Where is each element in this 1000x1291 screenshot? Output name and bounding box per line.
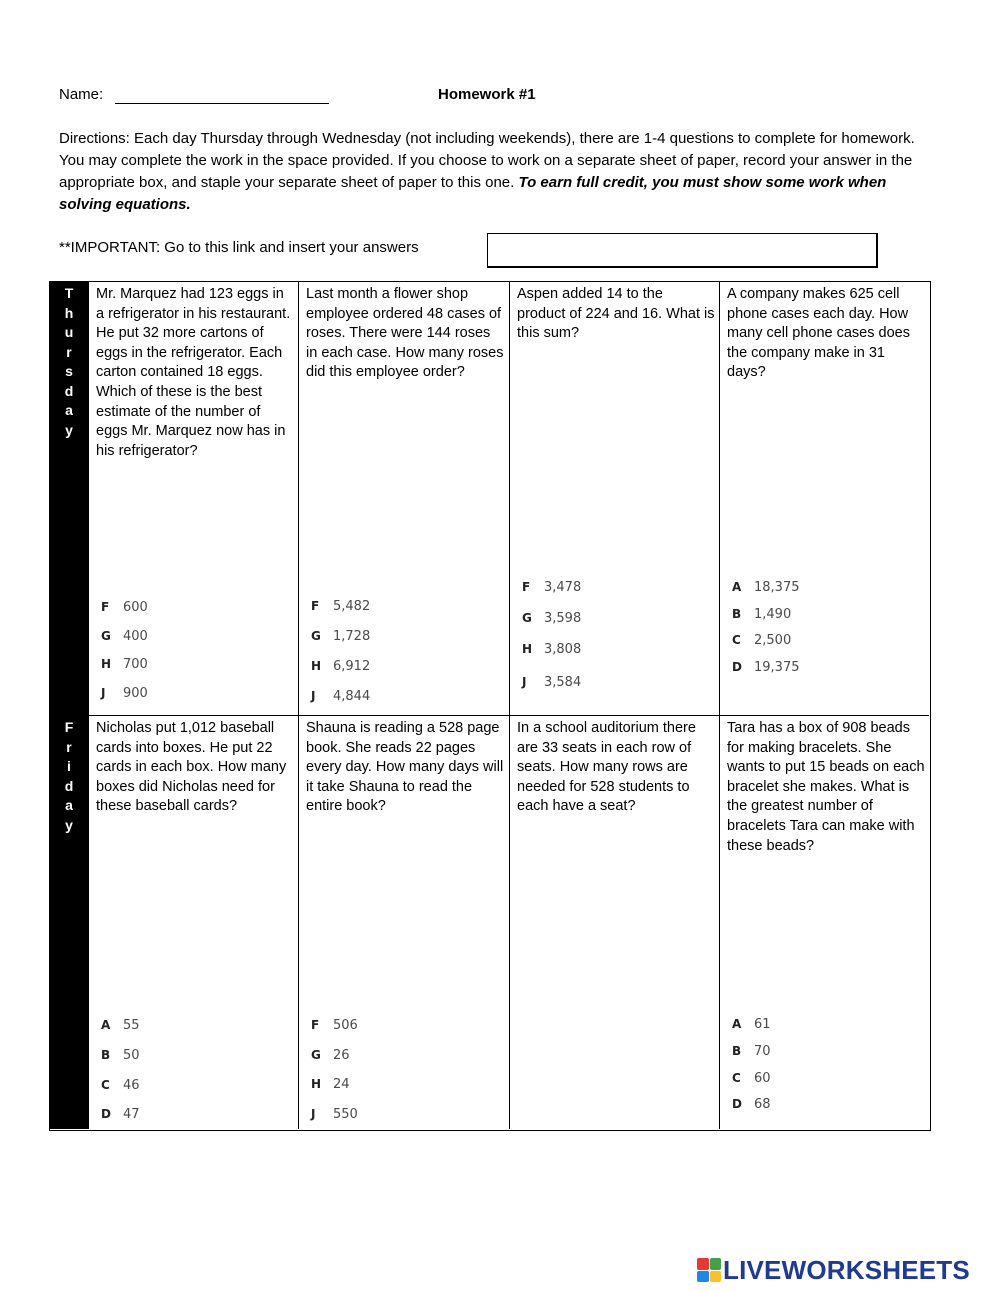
answer-choice[interactable]: J 3,584: [522, 675, 582, 690]
logo-square: [697, 1258, 709, 1270]
answer-choice[interactable]: J 900: [101, 686, 148, 701]
answer-choice[interactable]: C 2,500: [732, 633, 792, 648]
question-cell: [88, 282, 298, 715]
directions-emphasis: To earn full credit, you must show some work when solving equations.: [59, 174, 887, 213]
answer-choice[interactable]: D 68: [732, 1097, 771, 1112]
question-text: Tara has a box of 908 beads for making bracelets. She wants to put 15 beads on each bracelet she makes. What is the greatest number of bracelets Tara can make with these beads?: [727, 720, 925, 854]
directions: [59, 128, 939, 216]
question-cell: [509, 282, 719, 715]
answer-choice[interactable]: B 1,490: [732, 607, 792, 622]
answer-choice[interactable]: H 3,808: [522, 642, 582, 657]
name-blank-line: [115, 103, 329, 104]
important-note: **IMPORTANT: Go to this link and insert your answers: [59, 239, 419, 256]
liveworksheets-logo: [697, 1252, 970, 1288]
answer-choice[interactable]: A 18,375: [732, 580, 800, 595]
answer-choice[interactable]: G 400: [101, 629, 148, 644]
answer-choice[interactable]: F 3,478: [522, 580, 582, 595]
day-label-thursday: T h u r s d a y: [50, 282, 88, 715]
question-cell: [88, 716, 298, 1129]
question-text: Mr. Marquez had 123 eggs in a refrigerator in his restaurant. He put 32 more cartons of eggs in the refrigerator. Each carton contained 18 eggs. Which of these is the best estimate of the number of eggs Mr. Marquez now has in his refrigerator?: [96, 286, 291, 459]
answer-choice[interactable]: G 1,728: [311, 629, 371, 644]
question-cell: [719, 716, 929, 1129]
question-cell: [298, 282, 509, 715]
directions-text: Directions: Each day Thursday through Wednesday (not including weekends), there are 1-4 questions to complete for homework. You may complete the work in the space provided. If you choose to work on a separate sheet of paper, record your answer in the appropriate box, and staple your separate sheet of paper to this one.: [59, 130, 915, 191]
day-label-friday: F r i d a y: [50, 716, 88, 1129]
answer-choice[interactable]: F 600: [101, 600, 148, 615]
question-cell: [719, 282, 929, 715]
answer-choice[interactable]: F 5,482: [311, 599, 371, 614]
header: [59, 86, 959, 106]
question-text: A company makes 625 cell phone cases each day. How many cell phone cases does the company make in 31 days?: [727, 286, 910, 381]
answer-choice[interactable]: J 550: [311, 1107, 358, 1122]
answer-choice[interactable]: H 6,912: [311, 659, 371, 674]
answer-choice[interactable]: H 24: [311, 1077, 350, 1092]
answer-choice[interactable]: H 700: [101, 657, 148, 672]
name-label: Name:: [59, 86, 104, 103]
answer-choice[interactable]: C 46: [101, 1078, 140, 1093]
question-text: In a school auditorium there are 33 seats in each row of seats. How many rows are needed for 528 students to each have a seat?: [517, 720, 696, 815]
day-row-thursday: [50, 282, 929, 716]
logo-square: [710, 1258, 722, 1270]
answer-choice[interactable]: G 26: [311, 1048, 350, 1063]
answer-choice[interactable]: J 4,844: [311, 689, 371, 704]
question-cell: [298, 716, 509, 1129]
logo-square: [710, 1271, 722, 1283]
question-text: Shauna is reading a 528 page book. She reads 22 pages every day. How many days will it take Shauna to read the entire book?: [306, 720, 504, 815]
logo-text: LIVEWORKSHEETS: [723, 1254, 970, 1285]
day-row-friday: [50, 716, 929, 1129]
answer-choice[interactable]: B 70: [732, 1044, 771, 1059]
question-cell: [509, 716, 719, 1129]
question-grid: [49, 281, 931, 1131]
answer-choice[interactable]: C 60: [732, 1071, 771, 1086]
question-text: Aspen added 14 to the product of 224 and 16. What is this sum?: [517, 286, 715, 342]
homework-title: Homework #1: [438, 86, 536, 103]
answer-choice[interactable]: A 55: [101, 1018, 140, 1033]
answer-choice[interactable]: F 506: [311, 1018, 358, 1033]
answer-choice[interactable]: G 3,598: [522, 611, 582, 626]
answer-choice[interactable]: D 19,375: [732, 660, 800, 675]
question-text: Last month a flower shop employee ordered 48 cases of roses. There were 144 roses in each case. How many roses did this employee order?: [306, 286, 504, 381]
answer-choice[interactable]: D 47: [101, 1107, 140, 1122]
answer-link-box[interactable]: [487, 233, 878, 268]
answer-choice[interactable]: A 61: [732, 1017, 771, 1032]
question-text: Nicholas put 1,012 baseball cards into boxes. He put 22 cards in each box. How many boxes did Nicholas need for these baseball cards?: [96, 720, 287, 815]
liveworksheets-logo-icon: [697, 1258, 721, 1282]
logo-square: [697, 1271, 709, 1283]
answer-choice[interactable]: B 50: [101, 1048, 140, 1063]
